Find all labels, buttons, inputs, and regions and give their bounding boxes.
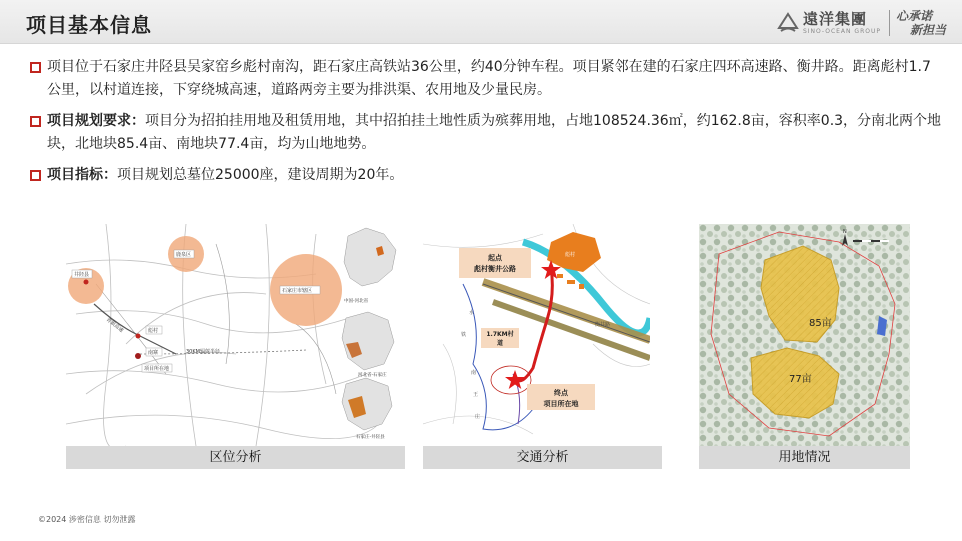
- bullet-label: 项目指标：: [47, 167, 117, 183]
- south-plot-area: 77亩: [789, 374, 812, 385]
- traffic-map: [423, 224, 650, 446]
- bullet-planning: [30, 110, 942, 156]
- page-title: 项目基本信息: [26, 13, 152, 37]
- bullet-square-icon: [30, 62, 41, 73]
- bullet-text: 项目分为招拍挂用地及租赁用地，其中招拍挂土地性质为殡葬用地，占地108524.36㎡，约162.8亩，容积率0.3，分南北两个地块，北地块85.4亩、南地块77.4亩，均为山地地势。: [47, 113, 942, 152]
- bullet-square-icon: [30, 116, 41, 127]
- label-shijiazhuang: 石家庄市辖区: [282, 288, 313, 294]
- north-plot-area: 85亩: [809, 318, 832, 329]
- caption-land: 用地情况: [699, 446, 910, 469]
- label-expressway: 青银高速: [104, 316, 125, 334]
- location-map: [66, 224, 405, 446]
- brand-english: SINO-OCEAN GROUP: [802, 27, 881, 35]
- label-distance-1: 1.7KM村: [486, 331, 514, 338]
- svg-text:N: N: [843, 229, 847, 235]
- label-distance: 30KM辐射半径: [186, 349, 220, 355]
- brand-slogan: [896, 9, 946, 37]
- label-luquan: 鹿泉区: [176, 252, 192, 258]
- slogan-line1: 心承诺: [895, 9, 932, 23]
- label-vert-4: 铁: [461, 332, 467, 338]
- bullet-indicators: [30, 164, 942, 187]
- label-start-1: 起点: [488, 254, 502, 262]
- brand-company: [803, 11, 881, 36]
- brand-logo: [777, 6, 946, 40]
- bullet-square-icon: [30, 170, 41, 181]
- scale-bar: [853, 240, 889, 242]
- inset-china-label: 中国-河北省: [344, 299, 369, 304]
- caption-traffic: 交通分析: [423, 446, 662, 469]
- label-distance-2: 道: [496, 340, 504, 347]
- land-map: [699, 224, 910, 446]
- sino-ocean-logo-icon: [777, 12, 799, 34]
- project-point: [135, 353, 141, 359]
- label-end-2: 项目所在地: [543, 400, 579, 408]
- start-callout: [459, 248, 531, 278]
- inset-hebei-label: 河北省-石家庄: [358, 373, 387, 378]
- header-bar: [0, 0, 962, 44]
- bullet-text: 项目位于石家庄井陉县吴家窑乡彪村南沟，距石家庄高铁站36公里，约40分钟车程。项目紧邻在建的石家庄四环高速路、衡井路。距离彪村1.7公里，以村道连接，下穿绕城高速，道路两旁主要为排洪渠、农用地及少量民房。: [47, 59, 931, 98]
- label-vert-2: 王: [473, 392, 479, 398]
- label-village: 彪村: [565, 252, 576, 258]
- label-vert-1: 南: [471, 370, 477, 376]
- brand-name: 遠洋集團: [802, 9, 867, 28]
- inset-sjz-label: 石家庄-井陉县: [356, 435, 385, 440]
- label-road-1: 衡井路: [595, 322, 611, 328]
- label-project: 项目所在地: [144, 366, 170, 372]
- bullet-label: 项目规划要求：: [47, 113, 145, 129]
- label-biaocun: 彪村: [148, 328, 159, 334]
- label-vert-5: 水: [469, 310, 475, 316]
- bullet-location: [30, 56, 942, 102]
- label-start-2: 彪村衡井公路: [474, 265, 516, 273]
- label-end-1: 终点: [554, 389, 568, 397]
- confidential-footer: ©2024 涉密信息 切勿泄露: [38, 515, 136, 524]
- caption-location: 区位分析: [66, 446, 405, 469]
- label-jingxing: 井陉县: [74, 272, 90, 278]
- slogan-line2: 新担当: [909, 23, 946, 37]
- bullet-text: 项目规划总墓位25000座，建设周期为20年。: [117, 167, 404, 183]
- brand-divider: [889, 10, 890, 36]
- label-nanhe: 南寨: [148, 350, 159, 356]
- label-vert-3: 庄: [475, 414, 481, 420]
- info-bullets: [30, 56, 942, 195]
